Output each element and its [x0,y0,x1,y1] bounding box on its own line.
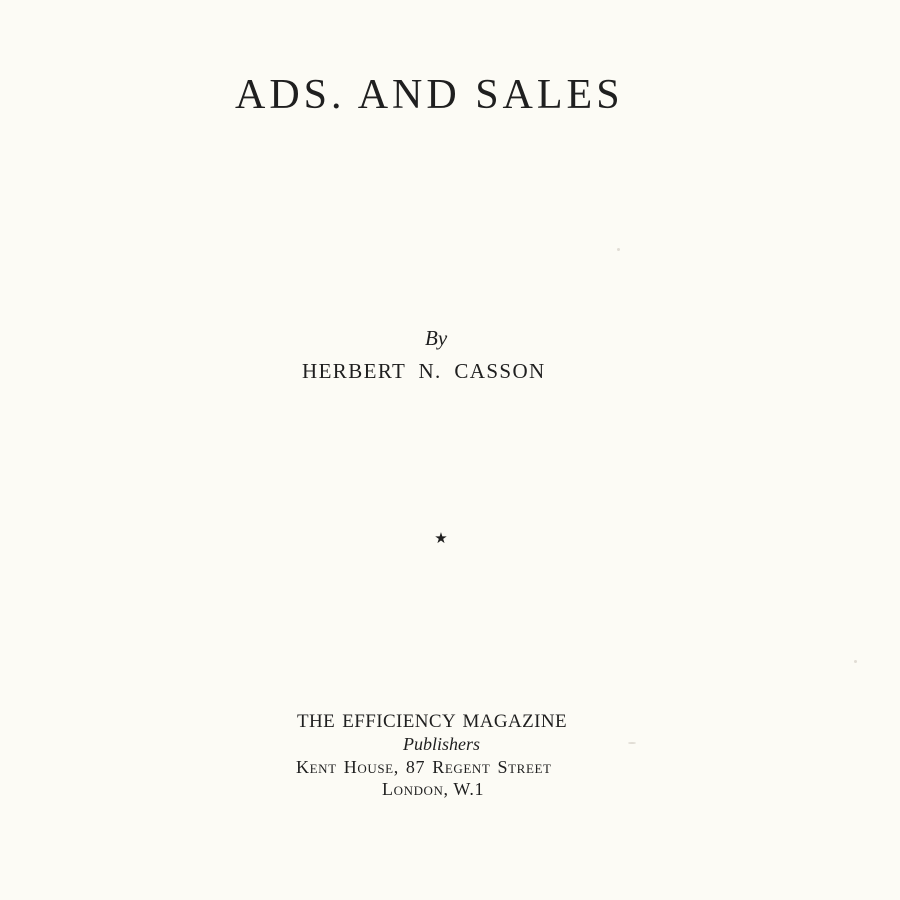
star-ornament: ★ [434,531,448,547]
paper-speck [617,248,620,251]
publisher-name: THE EFFICIENCY MAGAZINE [297,711,568,732]
paper-speck [628,742,636,744]
byline: By [425,326,448,350]
author-name: HERBERT N. CASSON [302,359,546,383]
book-title: ADS. AND SALES [235,72,624,118]
paper-speck [854,660,857,663]
publisher-address: Kent House, 87 Regent Street [296,757,552,777]
publisher-city: London, W.1 [382,779,485,799]
publisher-role: Publishers [403,734,481,754]
